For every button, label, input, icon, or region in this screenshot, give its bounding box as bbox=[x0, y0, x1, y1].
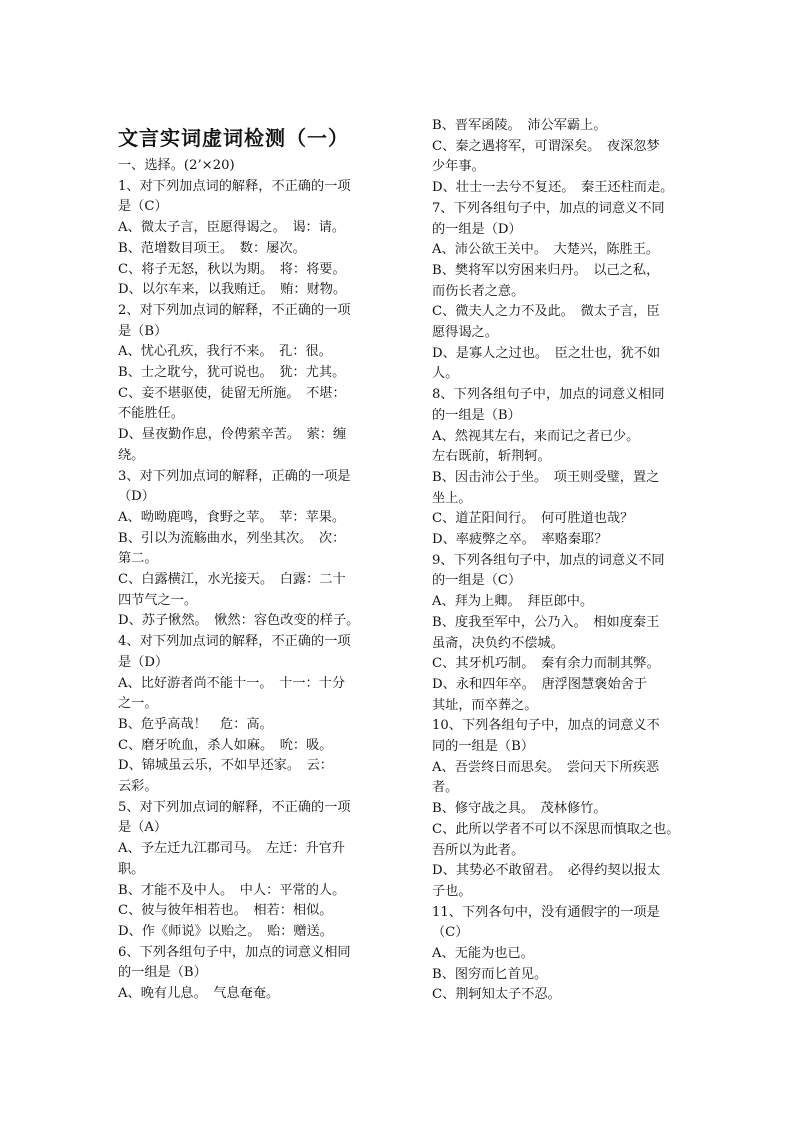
text-line: D、壮士一去兮不复还。 秦王还柱而走。 bbox=[432, 180, 674, 196]
text-line: A、呦呦鹿鸣，食野之苹。 苹：苹果。 bbox=[118, 509, 346, 525]
text-line: 7、下列各组句子中，加点的词意义不同 bbox=[432, 200, 665, 216]
text-line: 少年事。 bbox=[432, 159, 485, 175]
document-title: 文言实词虚词检测（一） bbox=[118, 126, 349, 150]
text-line: B、修守战之具。 茂林修竹。 bbox=[432, 801, 607, 817]
text-line: A、然视其左右，来而记之者已少。 bbox=[432, 428, 640, 444]
text-line: B、樊将军以穷困来归丹。 以己之私， bbox=[432, 262, 660, 278]
text-line: C、道芷阳间行。 何可胜道也哉？ bbox=[432, 511, 634, 527]
text-line: D、永和四年卒。 唐浮图慧褒始舍于 bbox=[432, 676, 647, 692]
text-line: 吾所以为此者。 bbox=[432, 842, 525, 858]
text-line: A、比好游者尚不能十一。 十一：十分 bbox=[118, 675, 346, 691]
text-line: A、无能为也已。 bbox=[432, 946, 534, 961]
text-line: C、其牙机巧制。 秦有余力而制其弊。 bbox=[432, 656, 660, 672]
text-line: （D） bbox=[118, 489, 155, 505]
text-line: B、才能不及中人。 中人：平常的人。 bbox=[118, 882, 346, 898]
text-line: 3、对下列加点词的解释，正确的一项是 bbox=[118, 468, 351, 484]
text-line: 一、选择。(2’×20) bbox=[118, 158, 235, 173]
text-line: B、晋军函陵。 沛公军霸上。 bbox=[432, 118, 607, 133]
text-line: D、锦城虽云乐，不如早还家。 云： bbox=[118, 758, 333, 774]
text-line: 10、下列各组句子中，加点的词意义不 bbox=[432, 718, 660, 734]
text-line: C、秦之遇将军，可谓深矣。 夜深忽梦 bbox=[432, 138, 660, 154]
text-line: D、率疲弊之卒。 率赂秦耶？ bbox=[432, 532, 608, 547]
text-line: B、因击沛公于坐。 项王则受璧，置之 bbox=[432, 469, 660, 485]
text-line: A、予左迁九江郡司马。 左迁：升官升 bbox=[118, 841, 346, 857]
text-line: D、作《师说》以贻之。 贻：赠送。 bbox=[118, 923, 333, 939]
text-line: C、此所以学者不可以不深思而慎取之也。 bbox=[432, 821, 680, 837]
text-line: B、引以为流觞曲水，列坐其次。 次： bbox=[118, 530, 346, 546]
text-line: 子也。 bbox=[432, 883, 472, 899]
text-line: D、其势必不敢留君。 必得约契以报太 bbox=[432, 863, 661, 879]
text-line: 的一组是（B） bbox=[118, 965, 207, 981]
text-line: B、范增数目项王。 数：屡次。 bbox=[118, 240, 306, 256]
text-line: A、拜为上卿。 拜臣郎中。 bbox=[432, 594, 594, 610]
text-line: D、是寡人之过也。 臣之壮也，犹不如 bbox=[432, 345, 661, 361]
text-line: 6、下列各组句子中，加点的词意义相同 bbox=[118, 944, 351, 960]
text-line: 的一组是（B） bbox=[432, 407, 521, 423]
text-line: 坐上。 bbox=[432, 490, 472, 506]
text-line: C、妾不堪驱使，徒留无所施。 不堪： bbox=[118, 385, 346, 401]
text-line: 者。 bbox=[432, 780, 459, 796]
text-line: C、荆轲知太子不忍。 bbox=[432, 987, 561, 1003]
text-line: 的一组是（C） bbox=[432, 573, 522, 589]
text-line: 愿得谒之。 bbox=[432, 325, 498, 340]
text-line: D、昼夜勤作息，伶俜萦辛苦。 萦：缠 bbox=[118, 427, 347, 443]
text-line: 而伤长者之意。 bbox=[432, 283, 525, 299]
text-line: 是（A） bbox=[118, 820, 168, 836]
text-line: 的一组是（D） bbox=[432, 221, 522, 237]
text-line: 不能胜任。 bbox=[118, 406, 184, 422]
text-line: A、晚有儿息。 气息奄奄。 bbox=[118, 986, 280, 1001]
text-line: 同的一组是（B） bbox=[432, 739, 535, 754]
text-line: 是（D） bbox=[118, 654, 169, 670]
text-line: 2、对下列加点词的解释，不正确的一项 bbox=[118, 302, 351, 318]
text-line: A、忧心孔疚，我行不来。 孔：很。 bbox=[118, 344, 332, 360]
text-line: 绕。 bbox=[118, 447, 145, 463]
text-line: 5、对下列加点词的解释，不正确的一项 bbox=[118, 799, 351, 815]
text-line: （C） bbox=[432, 925, 469, 941]
text-line: 4、对下列加点词的解释，不正确的一项 bbox=[118, 634, 351, 650]
text-line: 9、下列各组句子中，加点的词意义不同 bbox=[432, 552, 665, 568]
text-line: A、微太子言，臣愿得谒之。 谒：请。 bbox=[118, 220, 346, 236]
text-line: B、图穷而匕首见。 bbox=[432, 966, 548, 982]
text-line: A、沛公欲王关中。 大楚兴，陈胜王。 bbox=[432, 242, 660, 258]
text-line: 是（C） bbox=[118, 199, 168, 215]
text-line: 第二。 bbox=[118, 551, 158, 567]
text-line: 之一。 bbox=[118, 696, 158, 712]
text-line: D、以尔车来，以我贿迁。 贿：财物。 bbox=[118, 282, 347, 298]
text-line: C、白露横江，水光接天。 白露：二十 bbox=[118, 572, 346, 587]
text-line: C、磨牙吮血，杀人如麻。 吮：吸。 bbox=[118, 737, 333, 753]
text-line: 8、下列各组句子中，加点的词意义相同 bbox=[432, 387, 665, 403]
text-line: 1、对下列加点词的解释，不正确的一项 bbox=[118, 178, 351, 194]
text-line: B、度我至军中，公乃入。 相如度秦王 bbox=[432, 614, 660, 630]
text-line: C、将子无怒，秋以为期。 将：将要。 bbox=[118, 261, 346, 277]
text-line: 其址，而卒葬之。 bbox=[432, 697, 538, 713]
text-line: B、危乎高哉！ 危：高。 bbox=[118, 716, 273, 732]
text-line: 云彩。 bbox=[118, 779, 158, 794]
text-line: 职。 bbox=[118, 861, 145, 877]
text-line: A、吾尝终日而思矣。 尝问天下所疾恶 bbox=[432, 759, 660, 775]
text-line: 11、下列各句中，没有通假字的一项是 bbox=[432, 904, 660, 920]
text-line: 左右既前，斩荆轲。 bbox=[432, 449, 551, 465]
text-line: D、苏子愀然。 愀然：容色改变的样子。 bbox=[118, 613, 360, 629]
text-line: 四节气之一。 bbox=[118, 592, 198, 608]
text-line: 虽斋，决负约不偿城。 bbox=[432, 635, 564, 651]
text-line: B、士之耽兮，犹可说也。 犹：尤其。 bbox=[118, 365, 346, 380]
text-line: 是（B） bbox=[118, 323, 168, 339]
text-line: C、微夫人之力不及此。 微太子言，臣 bbox=[432, 304, 660, 320]
text-line: C、彼与彼年相若也。 相若：相似。 bbox=[118, 903, 333, 919]
text-line: 人。 bbox=[432, 366, 459, 382]
